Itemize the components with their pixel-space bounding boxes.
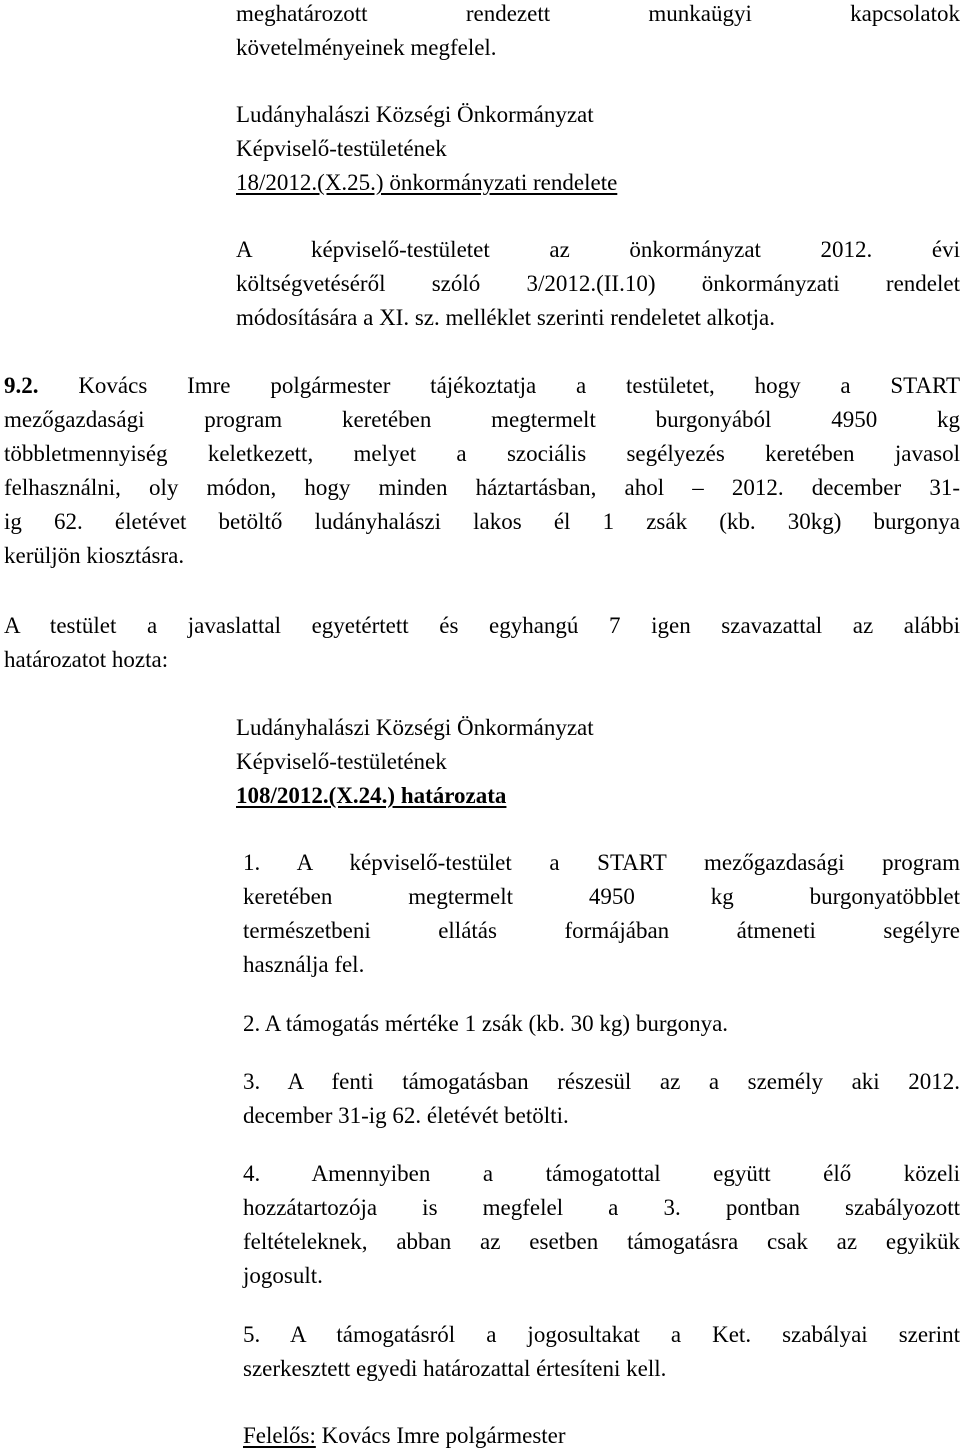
resolution-header [236,711,960,813]
section-line: Kovács Imre polgármester tájékoztatja a testületet, hogy a START [78,373,960,398]
item-line: 3. A fenti támogatásban részesül az a személy aki 2012. [243,1069,960,1094]
resolution-number: 108/2012.(X.24.) határozata [236,783,507,808]
decree-paragraph [236,233,960,335]
item-line: december 31-ig 62. életévét betölti. [243,1103,569,1128]
resolution-body: Képviselő-testületének [236,749,447,774]
decree-line: költségvetéséről szóló 3/2012.(II.10) önkormányzati rendelet [236,271,960,296]
vote-line: A testület a javaslattal egyetértett és egyhangú 7 igen szavazattal az alábbi [4,613,960,638]
section-line: többletmennyiség keletkezett, melyet a szociális segélyezés keretében javasol [4,441,960,466]
decree-number: 18/2012.(X.25.) önkormányzati rendelete [236,170,618,195]
section-line: ig 62. életévet betöltő ludányhalászi lakos él 1 zsák (kb. 30kg) burgonya [4,509,960,534]
decree-line: A képviselő-testületet az önkormányzat 2012. évi [236,237,960,262]
decree-issuer: Ludányhalászi Községi Önkormányzat [236,102,594,127]
section-line: felhasználni, oly módon, hogy minden háztartásban, ahol – 2012. december 31- [4,475,960,500]
section-line-first [4,369,960,403]
item-line: természetbeni ellátás formájában átmeneti segélyre [243,918,960,943]
item-line: 2. A támogatás mértéke 1 zsák (kb. 30 kg) burgonya. [243,1011,729,1036]
section-line: mezőgazdasági program keretében megtermelt burgonyából 4950 kg [4,407,960,432]
item-line: keretében megtermelt 4950 kg burgonyatöbblet [243,884,960,909]
item-line: jogosult. [243,1263,323,1288]
item-line: használja fel. [243,952,365,977]
decree-header [236,98,960,200]
vote-line: határozatot hozta: [4,647,169,672]
resolution-item-2 [243,1007,960,1041]
resolution-item-5 [243,1318,960,1386]
item-line: 5. A támogatásról a jogosultakat a Ket. szabályai szerint [243,1322,960,1347]
section-line: kerüljön kiosztásra. [4,543,185,568]
item-line: feltételeknek, abban az esetben támogatásra csak az egyikük [243,1229,960,1254]
resolution-item-3 [243,1065,960,1133]
vote-paragraph [4,609,960,677]
item-line: 4. Amennyiben a támogatottal együtt élő közeli [243,1161,960,1186]
resolution-item-4 [243,1157,960,1293]
resolution-issuer: Ludányhalászi Községi Önkormányzat [236,715,594,740]
item-line: hozzátartozója is megfelel a 3. pontban szabályozott [243,1195,960,1220]
responsible-line [243,1419,960,1453]
decree-line: módosítására a XI. sz. melléklet szerinti rendeletet alkotja. [236,305,776,330]
section-9-2 [4,369,960,573]
intro-paragraph [236,0,960,65]
resolution-item-1 [243,846,960,982]
decree-body: Képviselő-testületének [236,136,447,161]
intro-line: követelményeinek megfelel. [236,35,497,60]
item-line: szerkesztett egyedi határozattal értesíteni kell. [243,1356,667,1381]
responsible-label: Felelős: [243,1423,316,1448]
section-number: 9.2. [4,373,39,398]
responsible-value: Kovács Imre polgármester [315,1423,566,1448]
responsible-row [243,1419,960,1453]
item-line: 1. A képviselő-testület a START mezőgazdasági program [243,850,960,875]
intro-line: meghatározott rendezett munkaügyi kapcsolatok [236,1,960,26]
